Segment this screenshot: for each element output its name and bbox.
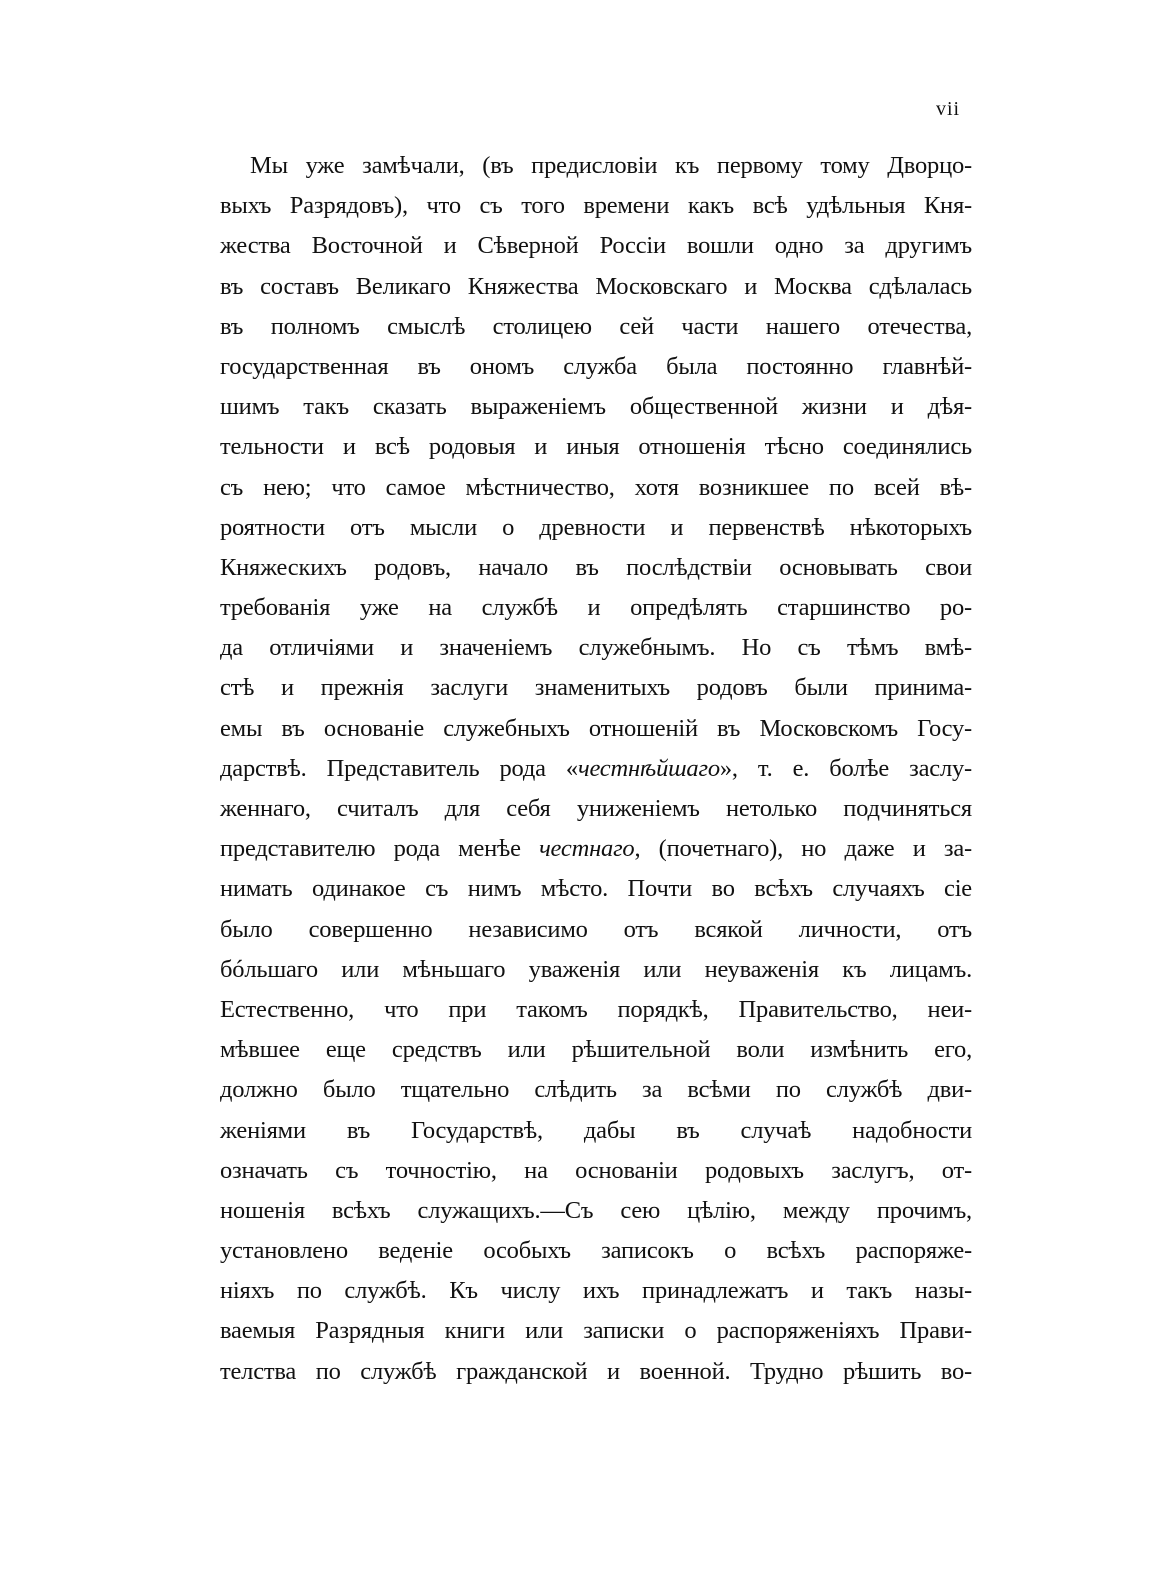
line-text: ношенія всѣхъ служащихъ.—Съ сею цѣлію, между прочимъ,: [220, 1196, 972, 1224]
line-text: требованія уже на службѣ и опредѣлять старшинство ро-: [220, 594, 972, 622]
text-line: [220, 829, 972, 869]
line-text: въ составъ Великаго Княжества Московскаго и Москва сдѣлалась: [220, 272, 972, 300]
text-line: [220, 628, 972, 668]
text-line: [220, 990, 972, 1030]
line-text: , (почетнаго), но даже и за-: [634, 835, 972, 863]
line-text: ніяхъ по службѣ. Къ числу ихъ принадлежатъ и такъ назы-: [220, 1277, 972, 1305]
line-text: съ нею; что самое мѣстничество, хотя возникшее по всей вѣ-: [220, 473, 972, 501]
line-text: телства по службѣ гражданской и военной. Трудно рѣшить во-: [220, 1357, 972, 1385]
line-text: емы въ основаніе служебныхъ отношеній въ Московскомъ Госу-: [220, 714, 972, 742]
text-line: [220, 668, 972, 708]
line-text: въ полномъ смыслѣ столицею сей части нашего отечества,: [220, 312, 972, 340]
text-line: [220, 307, 972, 347]
text-line: [220, 508, 972, 548]
text-line: [220, 910, 972, 950]
text-line: [220, 1231, 972, 1271]
line-text: представителю рода менѣе: [220, 835, 540, 863]
line-text: означать съ точностію, на основаніи родовыхъ заслугъ, от-: [220, 1156, 972, 1184]
line-text: шимъ такъ сказать выраженіемъ общественной жизни и дѣя-: [220, 393, 972, 421]
line-text: стѣ и прежнія заслуги знаменитыхъ родовъ были принима-: [220, 674, 972, 702]
line-text: », т. е. болѣе заслу-: [719, 754, 973, 782]
line-text: Мы уже замѣчали, (въ предисловіи къ первому тому Дворцо-: [250, 152, 972, 179]
page-number: vii: [936, 98, 961, 120]
line-text: женнаго, считалъ для себя униженіемъ нетолько подчиняться: [220, 795, 972, 822]
text-line: [220, 427, 972, 467]
text-line: [220, 1191, 972, 1231]
line-text: тельности и всѣ родовыя и иныя отношенія тѣсно соединялись: [220, 433, 972, 461]
italic-text: честнаго: [539, 835, 635, 863]
line-text: мѣвшее еще средствъ или рѣшительной воли измѣнить его,: [220, 1036, 972, 1064]
text-line: [220, 950, 972, 990]
text-line: [220, 1151, 972, 1191]
text-line: [220, 146, 972, 186]
text-line: [220, 548, 972, 588]
text-line: [220, 347, 972, 387]
line-text: должно было тщательно слѣдить за всѣми по службѣ дви-: [220, 1076, 972, 1104]
text-line: [220, 869, 972, 909]
text-line: [220, 226, 972, 266]
line-text: дарствѣ. Представитель рода «: [220, 754, 578, 782]
text-line: [220, 468, 972, 508]
text-line: [220, 1030, 972, 1070]
text-line: [220, 387, 972, 427]
text-line: [220, 749, 972, 789]
text-line: [220, 709, 972, 749]
line-text: ваемыя Разрядныя книги или записки о распоряженіяхъ Прави-: [220, 1317, 972, 1345]
line-text: нимать одинакое съ нимъ мѣсто. Почти во всѣхъ случаяхъ сіе: [220, 875, 972, 903]
text-line: [220, 1271, 972, 1311]
line-text: роятности отъ мысли о древности и первенствѣ нѣкоторыхъ: [220, 513, 972, 541]
text-line: [220, 1070, 972, 1110]
line-text: да отличіями и значеніемъ служебнымъ. Но съ тѣмъ вмѣ-: [220, 634, 972, 662]
line-text: жества Восточной и Сѣверной Россіи вошли одно за другимъ: [220, 232, 972, 260]
line-text: государственная въ ономъ служба была постоянно главнѣй-: [220, 352, 972, 380]
text-line: [220, 588, 972, 628]
line-text: Естественно, что при такомъ порядкѣ, Правительство, неи-: [220, 995, 972, 1023]
text-line: [220, 789, 972, 829]
body-text: [220, 146, 972, 1392]
text-line: [220, 1311, 972, 1351]
line-text: было совершенно независимо отъ всякой личности, отъ: [220, 915, 972, 943]
text-line: [220, 267, 972, 307]
line-text: Княжескихъ родовъ, начало въ послѣдствіи основывать свои: [220, 553, 972, 581]
line-text: женіями въ Государствѣ, дабы въ случаѣ надобности: [220, 1116, 972, 1144]
line-text: выхъ Разрядовъ), что съ того времени какъ всѣ удѣльныя Кня-: [220, 192, 972, 220]
line-text: бóльшаго или мѣньшаго уваженія или неуваженія къ лицамъ.: [220, 955, 972, 983]
text-line: [220, 1352, 972, 1392]
text-line: [220, 186, 972, 226]
line-text: установлено веденіе особыхъ записокъ о всѣхъ распоряже-: [220, 1237, 972, 1265]
text-line: [220, 1111, 972, 1151]
italic-text: честнѣйшаго: [577, 754, 720, 782]
